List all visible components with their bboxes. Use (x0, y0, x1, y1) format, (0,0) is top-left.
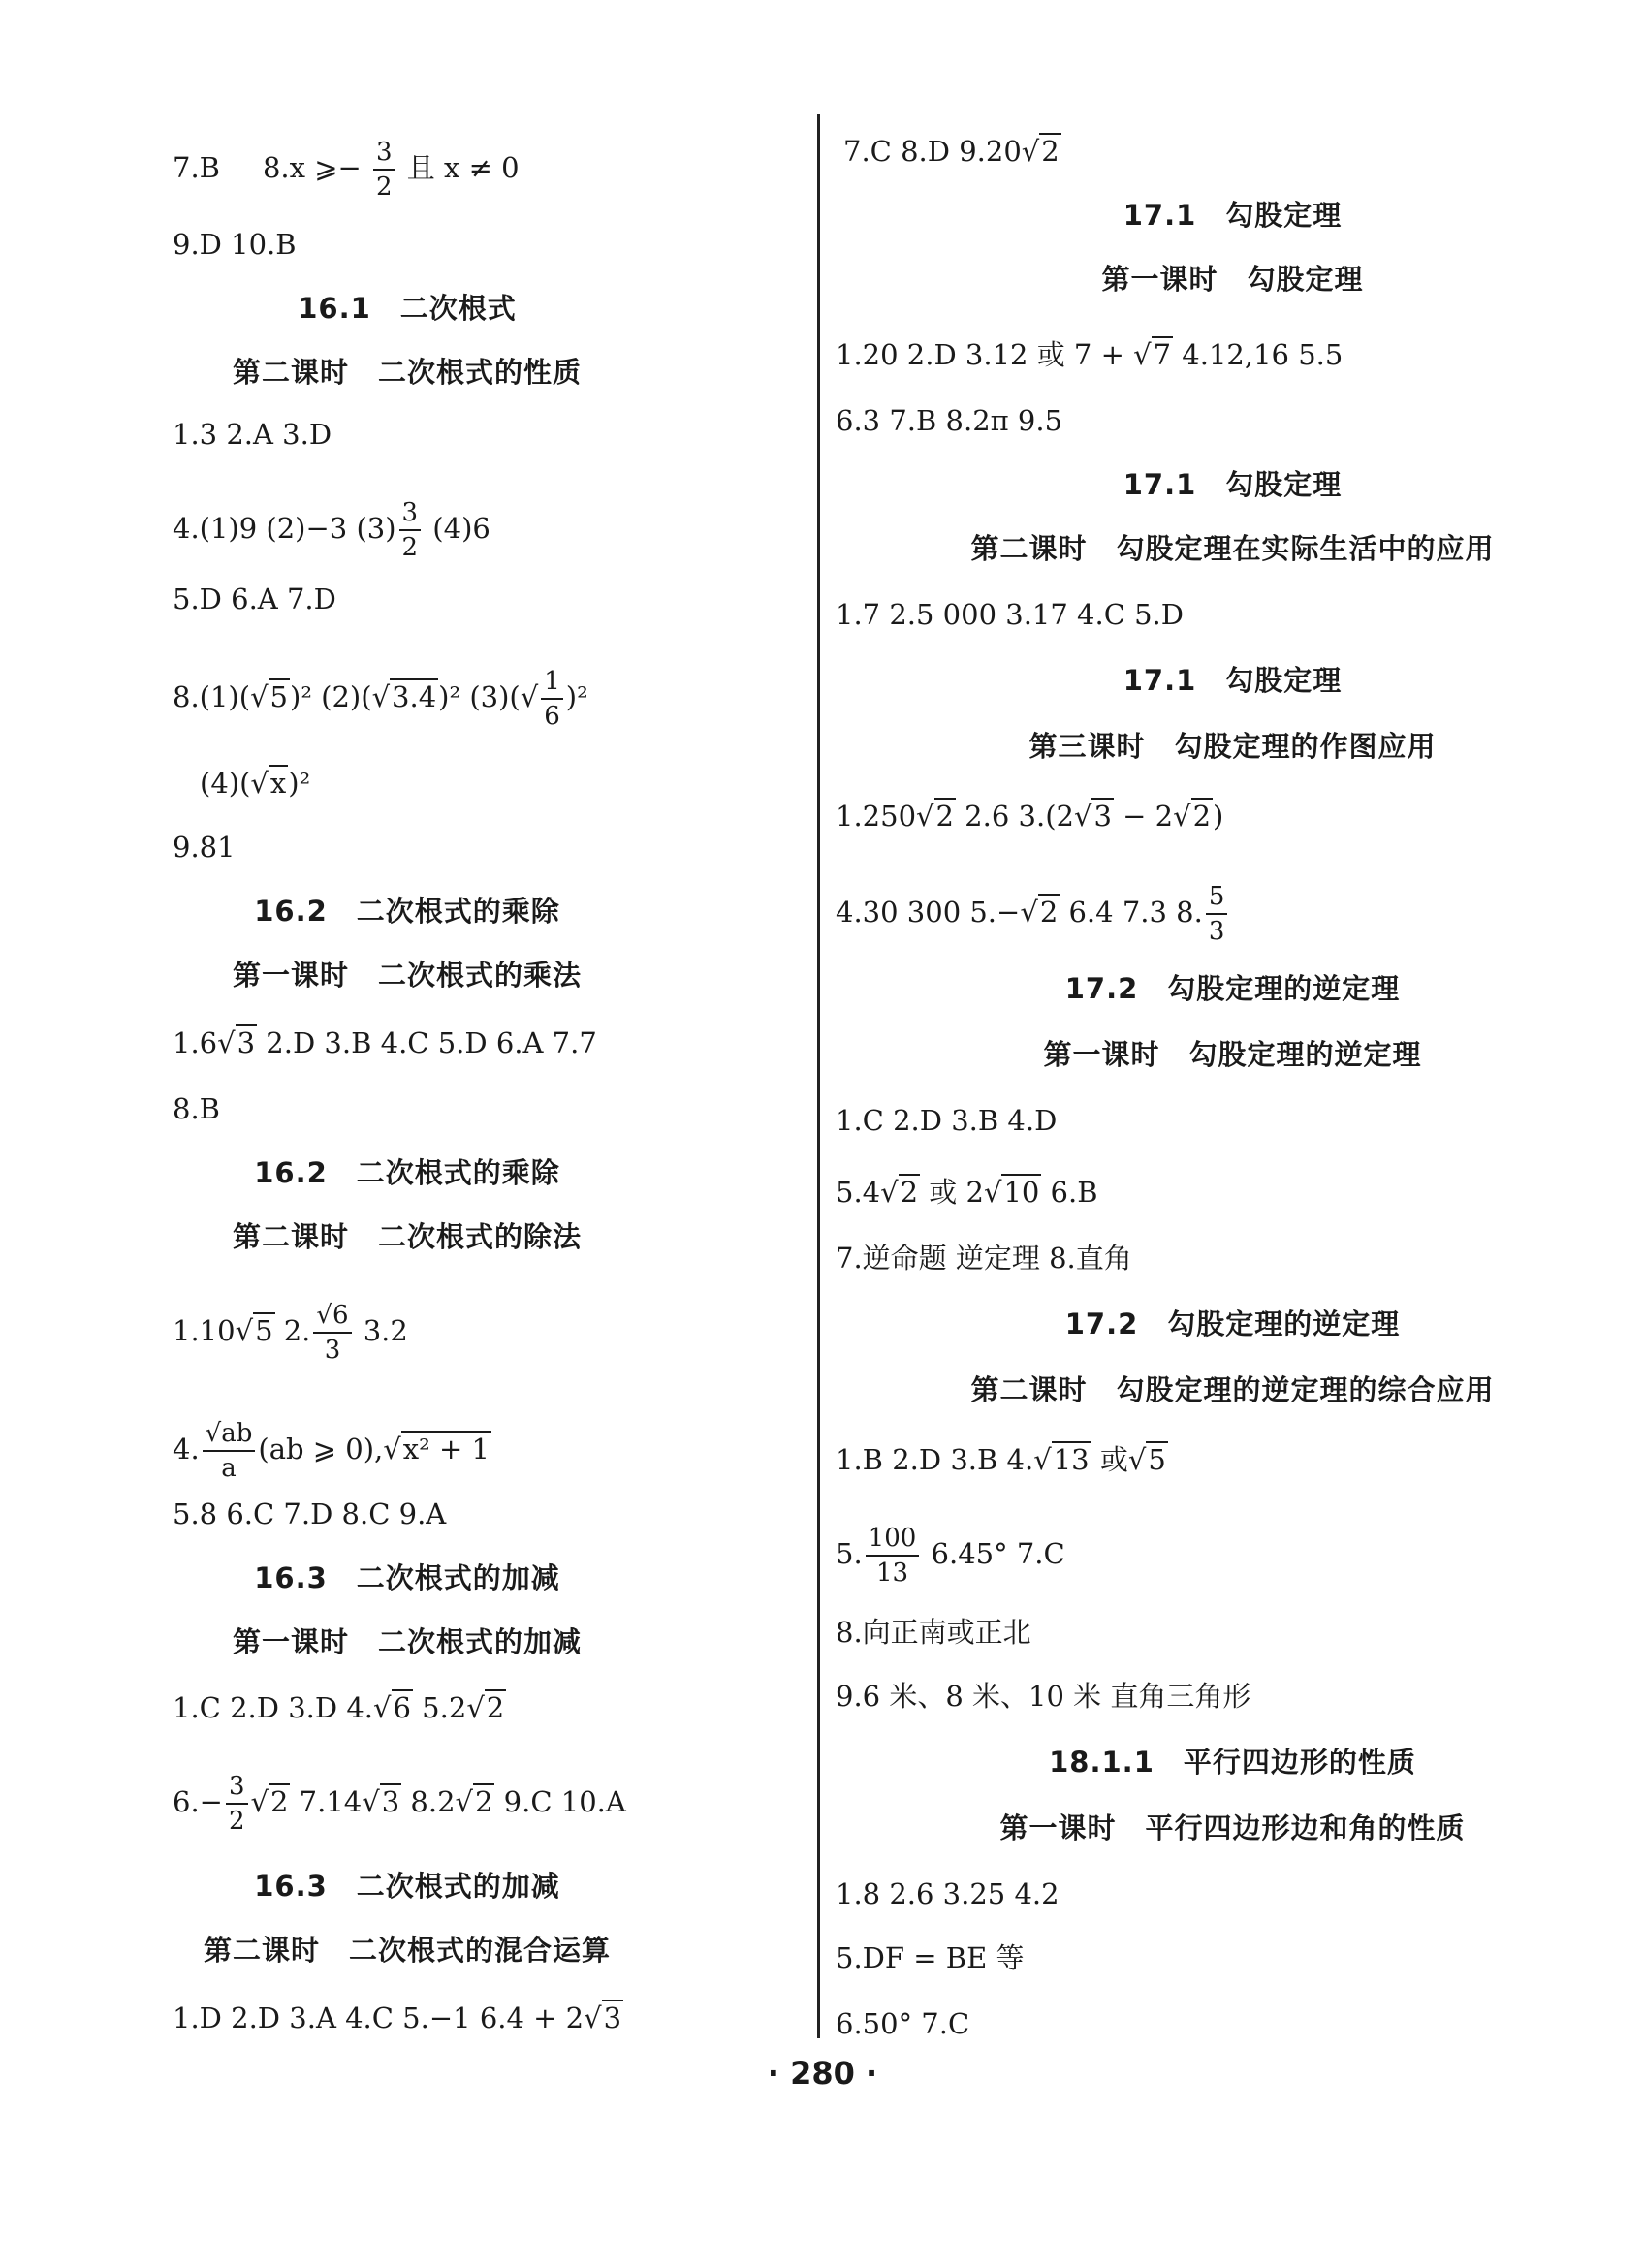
answer-line: 5.8 6.C 7.D 8.C 9.A (173, 1497, 447, 1530)
answer-line: 7.C 8.D 9.20√2 (843, 135, 1060, 168)
section-title: 18.1.1 平行四边形的性质 (1049, 1746, 1416, 1779)
answer-line: 9.81 (173, 831, 236, 864)
section-title: 17.1 勾股定理 (1123, 199, 1343, 232)
lesson-title: 第二课时 二次根式的除法 (232, 1220, 582, 1253)
section-title: 16.3 二次根式的加减 (254, 1870, 560, 1903)
lesson-title: 第一课时 二次根式的加减 (232, 1625, 582, 1658)
answer-line: 1.10√5 2. $\frac{√6}{3}$ 3.2 (173, 1301, 408, 1365)
answer-line: 6.50° 7.C (836, 2007, 970, 2040)
answer-line: 5.4√2 或 2√10 6.B (836, 1176, 1098, 1209)
answer-line: 1.D 2.D 3.A 4.C 5.−1 6.4 + 2√3 (173, 2001, 622, 2034)
answer-line: 1.7 2.5 000 3.17 4.C 5.D (836, 598, 1185, 631)
answer-line: 1.250√2 2.6 3.(2√3 − 2√2) (836, 800, 1224, 833)
answer-line: 9.6 米、8 米、10 米 直角三角形 (836, 1680, 1251, 1713)
section-title: 16.2 二次根式的乘除 (254, 1156, 560, 1189)
answer-line: 8.(1)(√5)² (2)(√3.4)² (3)(√ $\frac{1}{6}$ )² (173, 667, 588, 731)
answer-line: 6.3 7.B 8.2π 9.5 (836, 404, 1063, 437)
answer-line: 1.20 2.D 3.12 或 7 + √7 4.12,16 5.5 (836, 338, 1344, 371)
lesson-title: 第一课时 勾股定理的逆定理 (1043, 1038, 1422, 1071)
section-title: 16.1 二次根式 (298, 292, 517, 325)
answer-line: 1.C 2.D 3.D 4.√6 5.2√2 (173, 1691, 505, 1724)
answer-line: 6.− $\frac{3}{2}$ √2 7.14√3 8.2√2 9.C 10.A (173, 1772, 626, 1836)
answer-line: 4.(1)9 (2)−3 (3) $\frac{3}{2}$ (4)6 (173, 498, 490, 562)
answer-line: 1.6√3 2.D 3.B 4.C 5.D 6.A 7.7 (173, 1026, 597, 1059)
answer-line: 5. $\frac{100}{13}$ 6.45° 7.C (836, 1524, 1065, 1588)
lesson-title: 第二课时 二次根式的混合运算 (203, 1934, 611, 1967)
answer-line: (4)(√x)² (200, 767, 311, 800)
section-title: 16.2 二次根式的乘除 (254, 895, 560, 928)
lesson-title: 第一课时 平行四边形边和角的性质 (999, 1811, 1466, 1844)
section-title: 17.1 勾股定理 (1123, 664, 1343, 697)
answer-line: 1.C 2.D 3.B 4.D (836, 1104, 1058, 1137)
section-title: 17.2 勾股定理的逆定理 (1064, 1307, 1401, 1340)
answer-line: 1.8 2.6 3.25 4.2 (836, 1877, 1060, 1910)
answer-line: 8.B (173, 1092, 220, 1125)
answer-line: 4. $\frac{√ab}{a}$ (ab ⩾ 0),√x² + 1 (173, 1419, 490, 1483)
answer-line: 5.D 6.A 7.D (173, 583, 336, 615)
lesson-title: 第一课时 勾股定理 (1101, 263, 1364, 296)
answer-line: 4.30 300 5.−√2 6.4 7.3 8. $\frac{5}{3}$ (836, 880, 1230, 948)
answer-line: 7.B 8.x ⩾− $\frac{3}{2}$ 且 x ≠ 0 (173, 138, 520, 202)
lesson-title: 第三课时 勾股定理的作图应用 (1028, 730, 1437, 763)
section-title: 17.2 勾股定理的逆定理 (1064, 972, 1401, 1005)
answer-line: 1.3 2.A 3.D (173, 418, 332, 451)
section-title: 17.1 勾股定理 (1123, 468, 1343, 501)
answer-line: 1.B 2.D 3.B 4.√13 或√5 (836, 1443, 1166, 1476)
page-number: · 280 · (767, 2055, 878, 2092)
lesson-title: 第二课时 勾股定理的逆定理的综合应用 (970, 1373, 1495, 1406)
answer-line: 5.DF = BE 等 (836, 1941, 1025, 1974)
section-title: 16.3 二次根式的加减 (254, 1561, 560, 1594)
answer-line: 9.D 10.B (173, 228, 297, 261)
lesson-title: 第二课时 二次根式的性质 (232, 356, 582, 389)
lesson-title: 第一课时 二次根式的乘法 (232, 959, 582, 992)
answer-line: 7.逆命题 逆定理 8.直角 (836, 1242, 1132, 1275)
answer-line: 8.向正南或正北 (836, 1616, 1031, 1649)
lesson-title: 第二课时 勾股定理在实际生活中的应用 (970, 532, 1495, 565)
